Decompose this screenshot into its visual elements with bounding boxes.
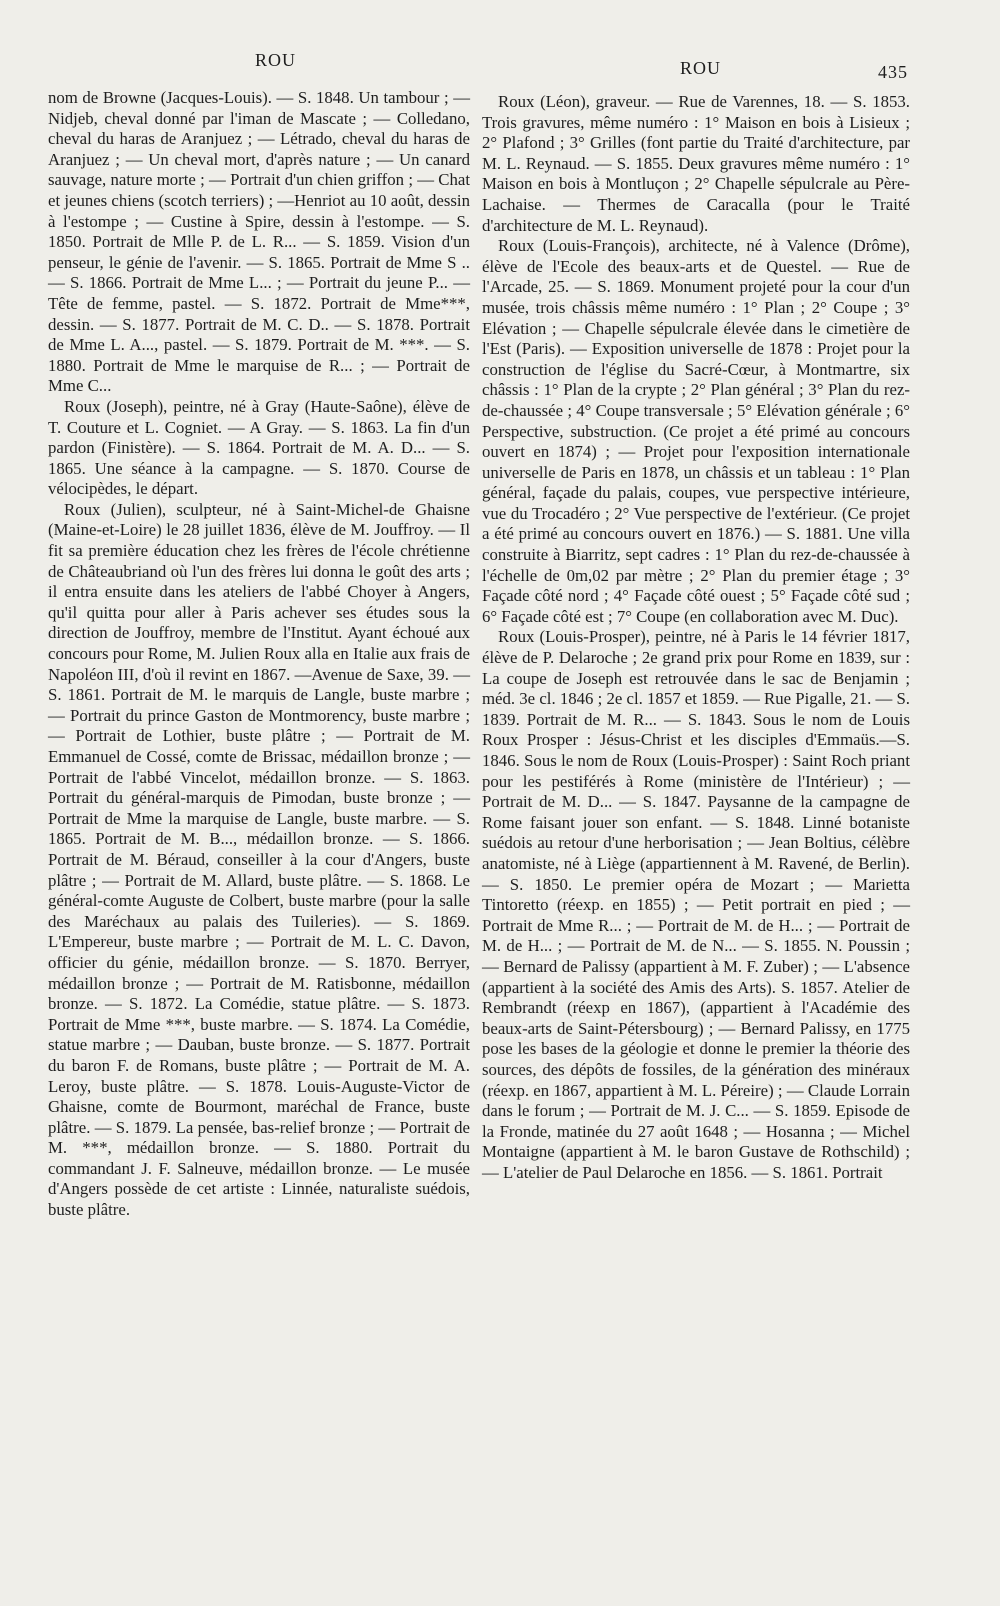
running-head-left: ROU	[255, 50, 297, 70]
entry-paragraph: Roux (Louis-François), architecte, né à Valence (Drôme), élève de l'Ecole des beaux-arts et de Questel. — Rue de l'Arcade, 25. — S. 1869. Monument projeté pour la cour d'un musée, trois châssis même numéro : 1° Plan ; 2° Coupe ; 3° Elévation ; — Chapelle sépulcrale élevée dans le cimetière de l'Est (Paris). — Exposition universelle de 1878 : Projet pour la construction de l'église du Sacré-Cœur, à Montmartre, six châssis : 1° Plan de la crypte ; 2° Plan général ; 3° Plan du rez-de-chaussée ; 4° Coupe transversale ; 5° Elévation générale ; 6° Perspective, substruction. (Ce projet a été primé au concours ouvert en 1874) ; — Projet pour l'exposition internationale universelle de Paris en 1878, un châssis et un tableau : 1° Plan général, façade du palais, coupes, vue perspective intérieure, vue du Trocadéro ; 2° Vue perspective de l'extérieur. (Ce projet a été primé au concours ouvert en 1876.) — S. 1881. Une villa construite à Biarritz, sept cadres : 1° Plan du rez-de-chaussée à l'échelle de 0m,02 par mètre ; 2° Plan du premier étage ; 3° Façade côté nord ; 4° Façade côté ouest ; 5° Façade côté sud ; 6° Façade côté est ; 7° Coupe (en collaboration avec M. Duc).	[482, 236, 910, 626]
entry-paragraph: nom de Browne (Jacques-Louis). — S. 1848. Un tambour ; — Nidjeb, cheval donné par l'iman de Mascate ; — Colledano, cheval du haras de Aranjuez ; — Létrado, cheval du haras de Aranjuez ; — Un cheval mort, d'après nature ; — Un canard sauvage, nature morte ; — Portrait d'un chien griffon ; — Chat et jeunes chiens (scotch terriers) ; —Henriot au 10 août, dessin à l'estompe ; — Custine à Spire, dessin à l'estompe. — S. 1850. Portrait de Mlle P. de L. R... — S. 1859. Vision d'un penseur, le génie de l'avenir. — S. 1865. Portrait de Mme S .. — S. 1866. Portrait de Mme L... ; — Portrait du jeune P... — Tête de femme, pastel. — S. 1872. Portrait de Mme***, dessin. — S. 1877. Portrait de M. C. D.. — S. 1878. Portrait de Mme L. A..., pastel. — S. 1879. Portrait de M. ***. — S. 1880. Portrait de Mme le marquise de R... ; — Portrait de Mme C...	[48, 88, 470, 396]
right-column	[482, 92, 910, 1183]
entry-paragraph: Roux (Joseph), peintre, né à Gray (Haute-Saône), élève de T. Couture et L. Cogniet. — A Gray. — S. 1863. La fin d'un pardon (Finistère). — S. 1864. Portrait de M. A. D... — S. 1865. Une séance à la campagne. — S. 1870. Course de vélocipèdes, le départ.	[48, 396, 470, 499]
entry-paragraph: Roux (Léon), graveur. — Rue de Varennes, 18. — S. 1853. Trois gravures, même numéro : 1° Maison en bois à Lisieux ; 2° Plafond ; 3° Grilles (font partie du Traité d'architecture, par M. L. Reynaud. — S. 1855. Deux gravures même numéro : 1° Maison en bois à Montluçon ; 2° Chapelle sépulcrale au Père-Lachaise. — Thermes de Caracalla (pour le Traité d'architecture de M. L. Reynaud).	[482, 92, 910, 235]
entry-paragraph: Roux (Julien), sculpteur, né à Saint-Michel-de Ghaisne (Maine-et-Loire) le 28 juillet 1836, élève de M. Jouffroy. — Il fit sa première éducation chez les frères de l'école chrétienne de Châteaubriand où l'un des frères lui donna le goût des arts ; il entra ensuite dans les ateliers de l'abbé Choyer à Angers, qu'il quitta pour aller à Paris achever ses études sous la direction de Jouffroy, membre de l'Institut. Ayant échoué aux concours pour Rome, M. Julien Roux alla en Italie aux frais de Napoléon III, d'où il revint en 1867. —Avenue de Saxe, 39. — S. 1861. Portrait de M. le marquis de Langle, buste marbre ; — Portrait du prince Gaston de Montmorency, buste marbre ; — Portrait de Lothier, buste plâtre ; — Portrait de M. Emmanuel de Cossé, comte de Brissac, médaillon bronze ; — Portrait de l'abbé Vincelot, médaillon bronze. — S. 1863. Portrait du général-marquis de Pimodan, buste bronze ; — Portrait de Mme la marquise de Langle, buste marbre. — S. 1865. Portrait de M. B..., médaillon bronze. — S. 1866. Portrait de M. Béraud, conseiller à la cour d'Angers, buste plâtre ; — Portrait de M. Allard, buste plâtre. — S. 1868. Le général-comte Auguste de Colbert, buste marbre (pour la salle des Maréchaux au palais des Tuileries). — S. 1869. L'Empereur, buste marbre ; — Portrait de M. L. C. Davon, officier du génie, médaillon bronze. — S. 1870. Berryer, médaillon bronze ; — Portrait de M. Ratisbonne, médaillon bronze. — S. 1872. La Comédie, statue plâtre. — S. 1873. Portrait de Mme ***, buste marbre. — S. 1874. La Comédie, statue marbre ; — Dauban, buste bronze. — S. 1877. Portrait du baron F. de Romans, buste plâtre ; — Portrait de M. A. Leroy, buste plâtre. — S. 1878. Louis-Auguste-Victor de Ghaisne, comte de Bourmont, maréchal de France, buste plâtre. — S. 1879. La pensée, bas-relief bronze ; — Portrait de M. ***, médaillon bronze. — S. 1880. Portrait du commandant J. F. Salneuve, médaillon bronze. — Le musée d'Angers possède de cet artiste : Linnée, naturaliste suédois, buste plâtre.	[48, 499, 470, 1220]
running-head-right: ROU	[680, 58, 722, 78]
left-column	[48, 88, 470, 1221]
entry-paragraph: Roux (Louis-Prosper), peintre, né à Paris le 14 février 1817, élève de P. Delaroche ; 2e grand prix pour Rome en 1839, sur : La coupe de Joseph est retrouvée dans le sac de Benjamin ; méd. 3e cl. 1846 ; 2e cl. 1857 et 1859. — Rue Pigalle, 21. — S. 1839. Portrait de M. R... — S. 1843. Sous le nom de Louis Roux Prosper : Jésus-Christ et les disciples d'Emmaüs.—S. 1846. Sous le nom de Roux (Louis-Prosper) : Saint Roch priant pour les pestiférés à Rome (ministère de l'Intérieur) ; — Portrait de M. D... — S. 1847. Paysanne de la campagne de Rome faisant jouer son enfant. — S. 1848. Linné botaniste suédois au retour d'une herborisation ; — Jean Boltius, célèbre anatomiste, né à Liège (appartiennent à M. Ravené, de Berlin).— S. 1850. Le premier opéra de Mozart ; — Marietta Tintoretto (réexp. en 1855) ; — Petit portrait en pied ; — Portrait de Mme R... ; — Portrait de M. de H... ; — Portrait de M. de H... ; — Portrait de M. de N... — S. 1855. N. Poussin ; — Bernard de Palissy (appartient à M. F. Zuber) ; — L'absence (appartient à la société des Amis des Arts). S. 1857. Atelier de Rembrandt (réexp en 1867), (appartient à l'Académie des beaux-arts de Saint-Pétersbourg) ; — Bernard Palissy, en 1775 pose les bases de la géologie et donne le premier la théorie des sources, des dépôts de fossiles, de la génération des minéraux (réexp. en 1867, appartient à M. L. Péreire) ; — Claude Lorrain dans le forum ; — Portrait de M. J. C... — S. 1859. Episode de la Fronde, matinée du 27 août 1648 ; — Hosanna ; — Michel Montaigne (appartient à M. le baron Gustave de Rothschild) ; — L'atelier de Paul Delaroche en 1856. — S. 1861. Portrait	[482, 627, 910, 1182]
page-number: 435	[878, 62, 908, 82]
